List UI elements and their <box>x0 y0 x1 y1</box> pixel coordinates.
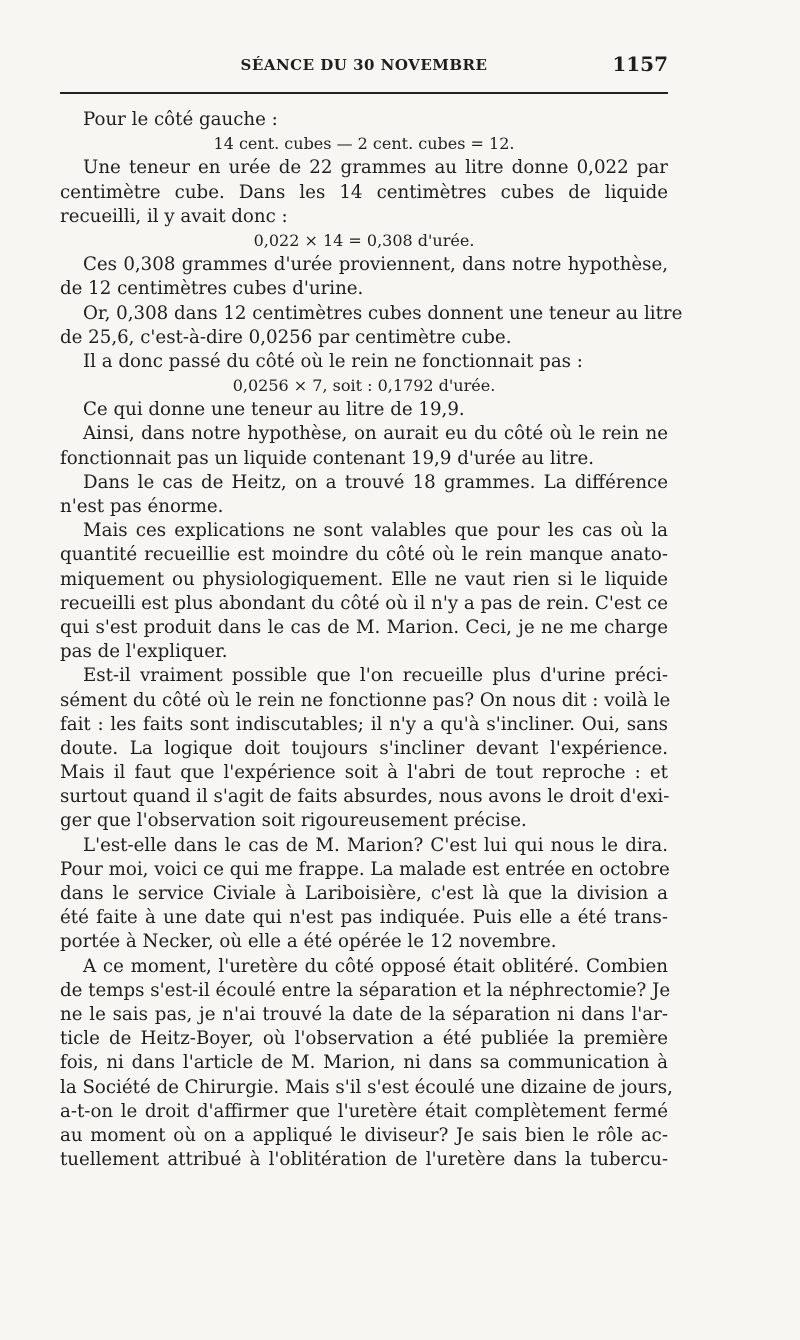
text-line: recueilli est plus abondant du côté où il n'y a pas de rein. C'est ce <box>60 592 668 614</box>
text-line: Or, 0,308 dans 12 centimètres cubes donnent une teneur au litre <box>83 302 683 324</box>
text-line: ger que l'observation soit rigoureusement précise. <box>60 810 527 832</box>
text-line: la Société de Chirurgie. Mais s'il s'est écoulé une dizaine de jours, <box>60 1076 673 1098</box>
text-line: de 12 centimètres cubes d'urine. <box>60 278 364 300</box>
text-line: dans le service Civiale à Lariboisière, c'est là que la division a <box>60 883 668 904</box>
text-line: miquement ou physiologiquement. Elle ne vaut rien si le liquide <box>60 568 668 590</box>
text-line: Ces 0,308 grammes d'urée proviennent, dans notre hypothèse, <box>83 254 668 276</box>
text-line: ne le sais pas, je n'ai trouvé la date de la séparation ni dans l'ar- <box>60 1003 668 1025</box>
text-line: 0,0256 × 7, soit : 0,1792 d'urée. <box>232 376 496 396</box>
text-line: Dans le cas de Heitz, on a trouvé 18 grammes. La différence <box>83 471 668 493</box>
text-line: 14 cent. cubes — 2 cent. cubes = 12. <box>213 134 515 154</box>
text-line: surtout quand il s'agit de faits absurdes, nous avons le droit d'exi- <box>60 786 670 808</box>
body-text <box>60 108 683 1172</box>
text-line: a-t-on le droit d'affirmer que l'uretère était complètement fermé <box>60 1100 668 1122</box>
text-line: quantité recueillie est moindre du côté où le rein manque anato- <box>60 544 668 566</box>
text-line: A ce moment, l'uretère du côté opposé était oblitéré. Combien <box>83 955 668 977</box>
text-line: qui s'est produit dans le cas de M. Marion. Ceci, je ne me charge <box>60 616 668 638</box>
header-title: SÉANCE DU 30 NOVEMBRE <box>240 56 488 74</box>
text-line: Est-il vraiment possible que l'on recueille plus d'urine préci- <box>83 665 668 687</box>
text-line: Mais ces explications ne sont valables que pour les cas où la <box>83 520 668 542</box>
text-line: Une teneur en urée de 22 grammes au litre donne 0,022 par <box>83 157 668 179</box>
text-line: Pour moi, voici ce qui me frappe. La malade est entrée en octobre <box>60 858 670 880</box>
text-line: Ainsi, dans notre hypothèse, on aurait eu du côté où le rein ne <box>83 423 668 445</box>
text-line: fois, ni dans l'article de M. Marion, ni dans sa communication à <box>60 1052 668 1074</box>
running-header <box>60 52 668 80</box>
text-line: 0,022 × 14 = 0,308 d'urée. <box>253 230 475 250</box>
text-line: doute. La logique doit toujours s'incliner devant l'expérience. <box>60 737 668 759</box>
text-line: fait : les faits sont indiscutables; il n'y a qu'à s'incliner. Oui, sans <box>60 713 668 735</box>
text-line: fonctionnait pas un liquide contenant 19,9 d'urée au litre. <box>60 447 595 469</box>
text-line: de 25,6, c'est-à-dire 0,0256 par centimètre cube. <box>60 326 512 348</box>
text-line: L'est-elle dans le cas de M. Marion? C'est lui qui nous le dira. <box>83 834 668 856</box>
text-line: de temps s'est-il écoulé entre la séparation et la néphrectomie? Je <box>60 979 671 1001</box>
text-line: portée à Necker, où elle a été opérée le 12 novembre. <box>60 931 557 953</box>
text-line: sément du côté où le rein ne fonctionne pas? On nous dit : voilà le <box>60 689 671 711</box>
text-line: recueilli, il y avait donc : <box>60 205 288 227</box>
text-line: Il a donc passé du côté où le rein ne fonctionnait pas : <box>83 350 583 372</box>
text-line: ticle de Heitz-Boyer, où l'observation a été publiée la première <box>60 1028 668 1050</box>
page-number: 1157 <box>612 52 668 76</box>
text-line: centimètre cube. Dans les 14 centimètres cubes de liquide <box>60 181 668 203</box>
text-line: Mais il faut que l'expérience soit à l'abri de tout reproche : et <box>60 762 668 784</box>
text-line: été faite à une date qui n'est pas indiquée. Puis elle a été trans- <box>60 907 668 929</box>
text-line: au moment où on a appliqué le diviseur? Je sais bien le rôle ac- <box>60 1124 668 1146</box>
header-rule <box>60 92 668 94</box>
text-line: n'est pas énorme. <box>60 496 224 517</box>
text-line: tuellement attribué à l'oblitération de l'uretère dans la tubercu- <box>60 1149 668 1171</box>
text-line: Ce qui donne une teneur au litre de 19,9. <box>83 399 465 421</box>
text-line: pas de l'expliquer. <box>60 641 228 663</box>
text-line: Pour le côté gauche : <box>83 109 278 130</box>
